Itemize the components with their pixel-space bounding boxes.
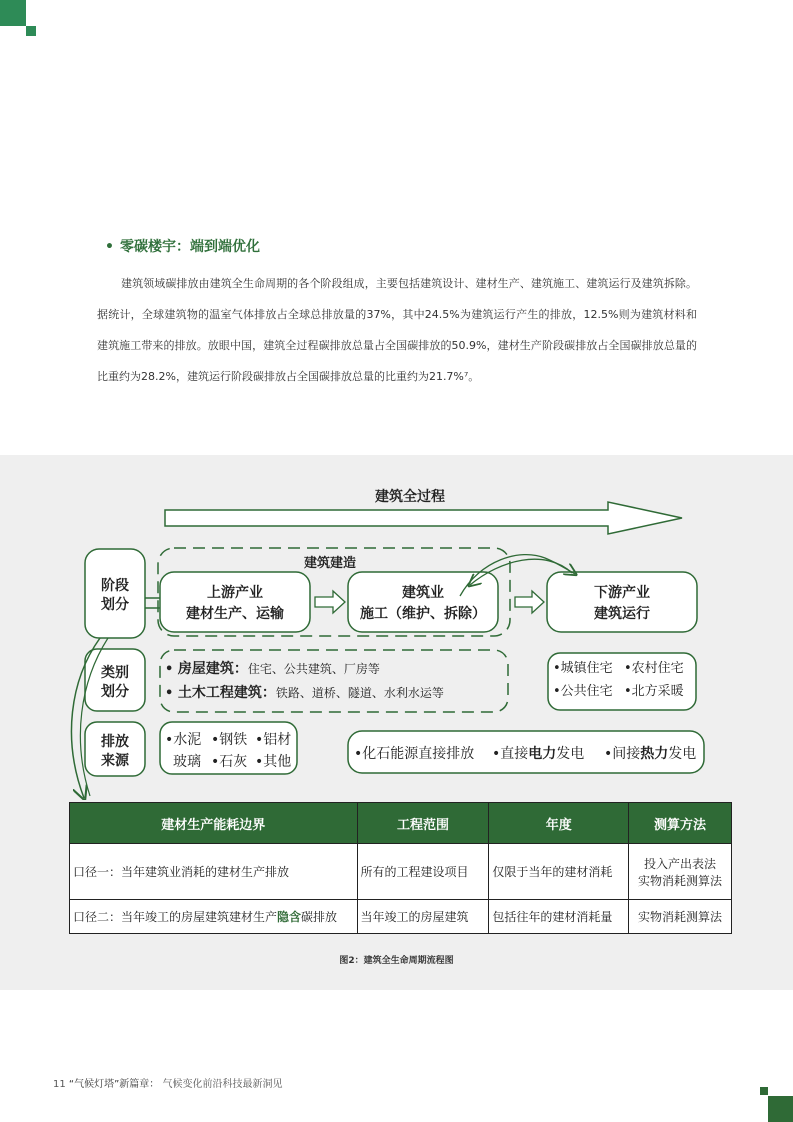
table-row: [70, 844, 732, 900]
page-footer: [53, 1075, 282, 1090]
row2-year: 包括往年的建材消耗量: [489, 900, 629, 934]
material-aluminum: •铝材: [255, 732, 292, 748]
material-glass: 玻璃: [173, 754, 201, 770]
building-type-rural: •农村住宅: [624, 661, 684, 676]
emission-label-line1: 排放: [101, 734, 129, 750]
upstream-title: 上游产业: [207, 585, 263, 601]
upstream-detail: 建材生产、运输: [186, 606, 284, 622]
corner-decoration-top-left: [0, 0, 26, 26]
construction-title: 建筑业: [402, 585, 444, 601]
building-type-urban: •城镇住宅: [553, 661, 613, 676]
row1-scope: 所有的工程建设项目: [357, 844, 489, 900]
section-title: • 零碳楼宇：端到端优化: [105, 239, 260, 255]
footer-series: “气候灯塔”新篇章：: [68, 1079, 160, 1090]
table-row: [70, 900, 732, 934]
corner-decoration-bottom-right: [768, 1096, 793, 1122]
building-type-heating: •北方采暖: [624, 684, 684, 699]
body-paragraph: [97, 268, 697, 392]
energy-heat: •间接热力发电: [604, 746, 697, 762]
civil-label: 土木工程建筑：: [177, 685, 276, 701]
housing-label: 房屋建筑：: [177, 661, 248, 677]
whole-process-arrow: [165, 502, 682, 534]
construction-detail: 施工（维护、拆除）: [360, 606, 486, 622]
housing-line: • 房屋建筑：住宅、公共建筑、厂房等: [165, 661, 380, 677]
footer-subtitle: 气候变化前沿科技最新洞见: [162, 1079, 283, 1090]
downstream-detail: 建筑运行: [594, 606, 650, 622]
category-label-line1: 类别: [101, 665, 129, 681]
downstream-title: 下游产业: [594, 585, 650, 601]
row1-boundary: 口径一：当年建筑业消耗的建材生产排放: [70, 844, 358, 900]
paragraph-text: 建筑领域碳排放由建筑全生命周期的各个阶段组成，主要包括建筑设计、建材生产、建筑施工、建筑运行及建筑拆除。据统计，全球建筑物的温室气体排放占全球总排放量的37%，其中24.5%为建筑运行产生的排放，12.5%则为建筑材料和建筑施工带来的排放。放眼中国，建筑全过程碳排放总量占全国碳排放的50.9%，建材生产阶段碳排放占全国碳排放总量的比重约为28.2%，建筑运行阶段碳排放占全国碳排放总量的比重约为21.7%⁷。: [97, 277, 697, 383]
figure-caption: 图2：建筑全生命周期流程图: [339, 956, 454, 966]
material-steel: •钢铁: [211, 732, 248, 748]
construction-to-downstream-arrow: [515, 591, 544, 613]
category-label-line2: 划分: [101, 684, 129, 700]
stage-label-line1: 阶段: [101, 578, 129, 594]
material-lime: •石灰: [211, 754, 248, 770]
lifecycle-flow-diagram: [0, 455, 793, 800]
bullet-icon: •: [105, 239, 114, 255]
material-cement: •水泥: [165, 732, 202, 748]
row1-method: [629, 844, 732, 900]
boundary-table: [69, 802, 732, 934]
table-header-scope: 工程范围: [357, 803, 489, 844]
row2-scope: 当年竣工的房屋建筑: [357, 900, 489, 934]
row1-year: 仅限于当年的建材消耗: [489, 844, 629, 900]
category-dashed-box: [160, 650, 508, 712]
table-header-row: [70, 803, 732, 844]
housing-items: 住宅、公共建筑、厂房等: [247, 662, 380, 676]
energy-electric: •直接电力发电: [492, 746, 585, 762]
stage-label-line2: 划分: [101, 597, 129, 613]
table-header-boundary: 建材生产能耗边界: [70, 803, 358, 844]
material-other: •其他: [255, 754, 292, 770]
whole-process-label: 建筑全过程: [375, 489, 445, 505]
upstream-to-construction-arrow: [315, 591, 345, 613]
implicit-highlight: 隐含: [277, 910, 302, 924]
civil-items: 铁路、道桥、隧道、水利水运等: [275, 686, 444, 700]
corner-decoration-bottom-right-small: [760, 1087, 768, 1095]
row1-method-line2: 实物消耗测算法: [638, 873, 723, 888]
civil-line: • 土木工程建筑：铁路、道桥、隧道、水利水运等: [165, 685, 444, 701]
table-header-method: 测算方法: [629, 803, 732, 844]
construction-group-label: 建筑建造: [303, 556, 357, 571]
upstream-box: [160, 572, 310, 632]
corner-decoration-top-left-small: [26, 26, 36, 36]
page-number: 11: [53, 1079, 66, 1090]
row2-boundary: 口径二：当年竣工的房屋建筑建材生产隐含碳排放: [70, 900, 358, 934]
building-type-public: •公共住宅: [553, 684, 613, 699]
row2-method: 实物消耗测算法: [629, 900, 732, 934]
downstream-box: [547, 572, 697, 632]
emission-label-line2: 来源: [101, 753, 129, 769]
table-header-year: 年度: [489, 803, 629, 844]
row1-method-line1: 投入产出表法: [644, 856, 717, 871]
energy-fossil: •化石能源直接排放: [354, 746, 475, 762]
